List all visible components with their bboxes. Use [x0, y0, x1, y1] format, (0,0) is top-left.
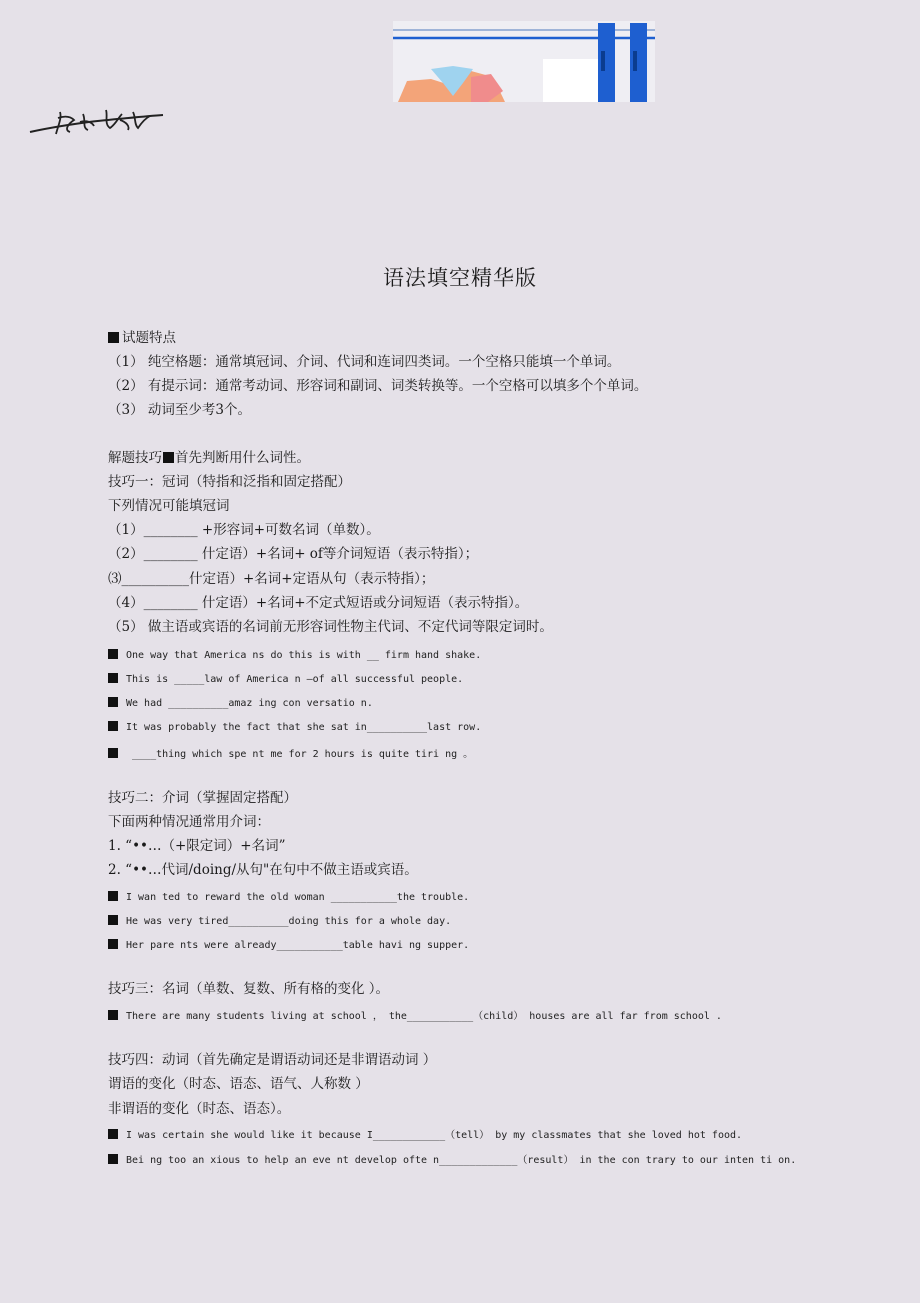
skill2-subheading: 下面两种情况通常用介词： — [108, 814, 270, 830]
square-bullet-icon — [108, 1010, 118, 1020]
square-bullet-icon — [163, 452, 174, 463]
skill1-item: （4）________ 什定语）+名词+不定式短语或分词短语（表示特指）。 — [108, 595, 529, 611]
square-bullet-icon — [108, 748, 118, 758]
example-sentence: I was certain she would like it because I____________（tell） by my classmates that she loved hot food. — [108, 1129, 742, 1143]
square-bullet-icon — [108, 1154, 118, 1164]
skill1-item: （5） 做主语或宾语的名词前无形容词性物主代词、不定代词等限定词时。 — [108, 619, 553, 635]
skill4-subheading: 非谓语的变化（时态、语态）。 — [108, 1101, 291, 1117]
skill2-item: 2. “••…代词/doing/从句"在句中不做主语或宾语。 — [108, 862, 418, 878]
skill1-item: （2）________ 什定语）+名词+ of等介词短语（表示特指）； — [108, 546, 479, 562]
section-heading: 试题特点 — [108, 329, 176, 347]
document-title: 语法填空精华版 — [383, 266, 537, 290]
skill1-item: （1）________ +形容词+可数名词（单数）。 — [108, 522, 380, 538]
tips-intro: 解题技巧 首先判断用什么词性。 — [108, 450, 310, 466]
skill1-heading: 技巧一：冠词（特指和泛指和固定搭配） — [108, 474, 351, 490]
skill2-heading: 技巧二：介词（掌握固定搭配） — [108, 790, 297, 806]
square-bullet-icon — [108, 673, 118, 683]
skill1-item: ⑶__________什定语）+名词+定语从句（表示特指）； — [108, 571, 435, 587]
example-sentence: I wan ted to reward the old woman ___________the trouble. — [108, 891, 469, 905]
handwritten-signature — [28, 100, 168, 145]
skill3-heading: 技巧三：名词（单数、复数、所有格的变化 ）。 — [108, 981, 390, 997]
square-bullet-icon — [108, 939, 118, 949]
example-sentence: Bei ng too an xious to help an eve nt develop ofte n_____________（result） in the con trary to our inten ti on. — [108, 1154, 796, 1168]
feature-item: （1） 纯空格题：通常填冠词、介词、代词和连词四类词。一个空格只能填一个单词。 — [108, 354, 621, 370]
skill2-item: 1. “••…（+限定词）+名词” — [108, 838, 286, 854]
skill4-subheading: 谓语的变化（时态、语态、语气、人称数 ） — [108, 1076, 369, 1092]
example-sentence: One way that America ns do this is with __ firm hand shake. — [108, 649, 481, 663]
example-sentence: This is _____law of America n —of all successful people. — [108, 673, 463, 687]
skill4-heading: 技巧四：动词（首先确定是谓语动词还是非谓语动词 ） — [108, 1052, 437, 1068]
example-sentence: It was probably the fact that she sat in__________last row. — [108, 721, 481, 735]
example-sentence: There are many students living at school ， the___________（child） houses are all far from school . — [108, 1010, 722, 1024]
square-bullet-icon — [108, 697, 118, 707]
square-bullet-icon — [108, 915, 118, 925]
square-bullet-icon — [108, 649, 118, 659]
square-bullet-icon — [108, 1129, 118, 1139]
square-bullet-icon — [108, 721, 118, 731]
example-sentence: He was very tired__________doing this for a whole day. — [108, 915, 451, 929]
example-sentence: We had __________amaz ing con versatio n. — [108, 697, 373, 711]
skill1-subheading: 下列情况可能填冠词 — [108, 498, 230, 514]
feature-item: （2） 有提示词：通常考动词、形容词和副词、词类转换等。一个空格可以填多个个单词。 — [108, 378, 648, 394]
example-sentence: Her pare nts were already___________table havi ng supper. — [108, 939, 469, 953]
square-bullet-icon — [108, 332, 119, 343]
example-sentence: ____thing which spe nt me for 2 hours is quite tiri ng 。 — [108, 748, 473, 762]
header-clothespin-image — [393, 21, 655, 102]
feature-item: （3） 动词至少考3个。 — [108, 402, 251, 418]
square-bullet-icon — [108, 891, 118, 901]
